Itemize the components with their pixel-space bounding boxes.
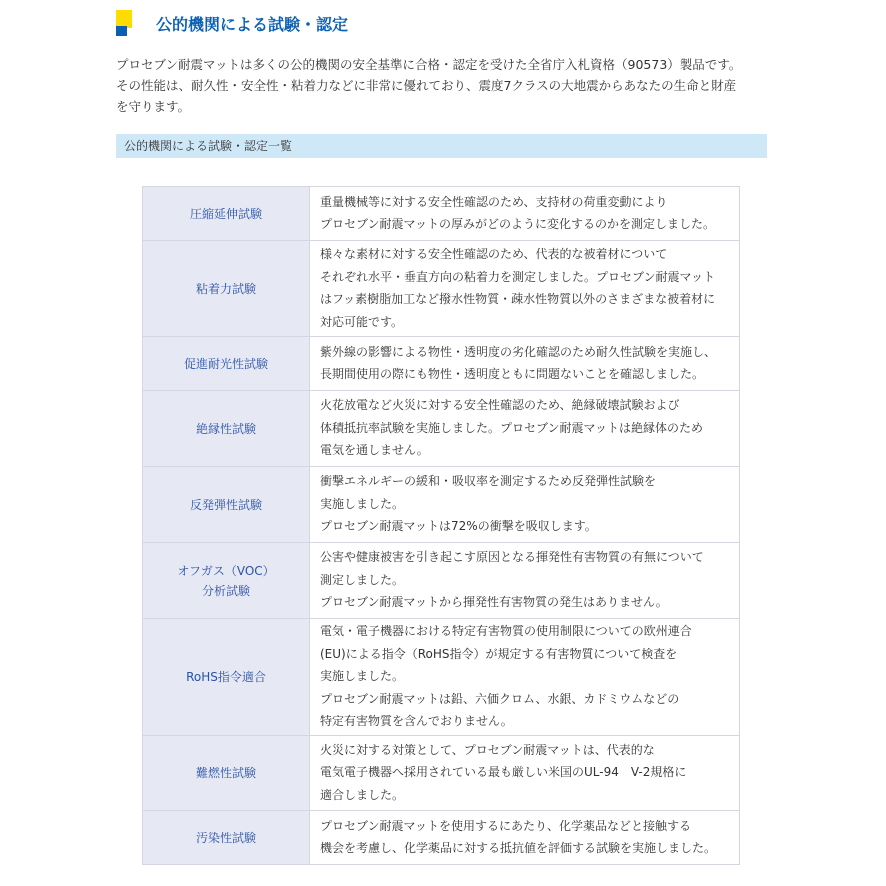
test-certification-table	[142, 186, 740, 865]
intro-paragraph	[116, 54, 766, 117]
test-description: プロセブン耐震マットを使用するにあたり、化学薬品などと接触する 機会を考慮し、化学薬品に対する抵抗値を評価する試験を実施しました。	[310, 811, 740, 865]
table-row	[143, 337, 740, 391]
table-row	[143, 736, 740, 811]
intro-line: プロセブン耐震マットは多くの公的機関の安全基準に合格・認定を受けた全省庁入札資格（90573）製品です。	[116, 57, 742, 72]
table-row	[143, 811, 740, 865]
table-row	[143, 467, 740, 543]
test-name: 難燃性試験	[143, 736, 310, 811]
table-row	[143, 619, 740, 736]
test-name: 促進耐光性試験	[143, 337, 310, 391]
test-description: 様々な素材に対する安全性確認のため、代表的な被着材について それぞれ水平・垂直方向の粘着力を測定しました。プロセブン耐震マット はフッ素樹脂加工など撥水性物質・疎水性物質以外のさまざまな被着材に 対応可能です。	[310, 241, 740, 337]
table-row	[143, 543, 740, 619]
test-description: 公害や健康被害を引き起こす原因となる揮発性有害物質の有無について 測定しました。 プロセブン耐震マットから揮発性有害物質の発生はありません。	[310, 543, 740, 619]
intro-line: その性能は、耐久性・安全性・粘着力などに非常に優れており、震度7クラスの大地震からあなたの生命と財産	[116, 78, 737, 93]
table-row	[143, 187, 740, 241]
test-description: 電気・電子機器における特定有害物質の使用制限についての欧州連合 (EU)による指令（RoHS指令）が規定する有害物質について検査を 実施しました。 プロセブン耐震マットは鉛、六価クロム、水銀、カドミウムなどの 特定有害物質を含んでおりません。	[310, 619, 740, 736]
test-description: 火花放電など火災に対する安全性確認のため、絶縁破壊試験および 体積抵抗率試験を実施しました。プロセブン耐震マットは絶縁体のため 電気を通しません。	[310, 391, 740, 467]
section-title: 公的機関による試験・認定	[156, 14, 349, 34]
table-row	[143, 391, 740, 467]
test-description: 紫外線の影響による物性・透明度の劣化確認のため耐久性試験を実施し、 長期間使用の際にも物性・透明度ともに問題ないことを確認しました。	[310, 337, 740, 391]
test-name: RoHS指令適合	[143, 619, 310, 736]
test-name: 粘着力試験	[143, 241, 310, 337]
test-name: 反発弾性試験	[143, 467, 310, 543]
test-description: 火災に対する対策として、プロセブン耐震マットは、代表的な 電気電子機器へ採用されている最も厳しい米国のUL-94 V-2規格に 適合しました。	[310, 736, 740, 811]
heading-marker-icon	[116, 10, 132, 36]
table-row	[143, 241, 740, 337]
intro-line: を守ります。	[116, 99, 191, 114]
test-name: 絶縁性試験	[143, 391, 310, 467]
test-description: 衝撃エネルギーの緩和・吸収率を測定するため反発弾性試験を 実施しました。 プロセブン耐震マットは72%の衝撃を吸収します。	[310, 467, 740, 543]
test-name: オフガス（VOC） 分析試験	[143, 543, 310, 619]
test-name: 圧縮延伸試験	[143, 187, 310, 241]
test-name: 汚染性試験	[143, 811, 310, 865]
test-description: 重量機械等に対する安全性確認のため、支持材の荷重変動により プロセブン耐震マットの厚みがどのように変化するのかを測定しました。	[310, 187, 740, 241]
list-subheading: 公的機関による試験・認定一覧	[116, 134, 767, 158]
section-heading	[116, 8, 348, 38]
